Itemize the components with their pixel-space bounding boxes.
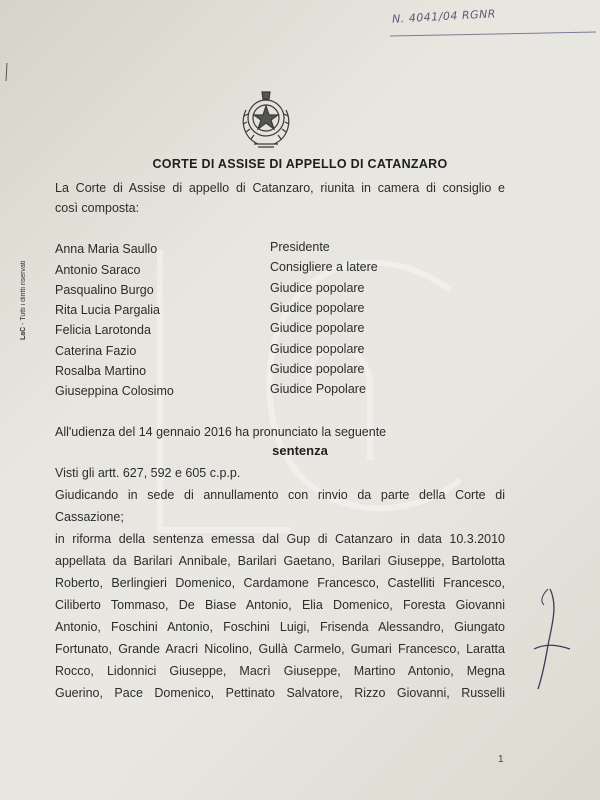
margin-copyright-note bbox=[20, 240, 34, 340]
member-role: Consigliere a latere bbox=[270, 260, 378, 274]
body-line: appellata da Barilari Annibale, Barilari Gaetano, Barilari Giuseppe, Bartolotta bbox=[55, 554, 505, 568]
sentenza-heading: sentenza bbox=[272, 443, 328, 458]
body-line: Ciliberto Tommaso, De Biase Antonio, Elia Domenico, Foresta Giovanni bbox=[55, 598, 505, 612]
member-name: Anna Maria Saullo bbox=[55, 242, 158, 256]
intro-line-1: La Corte di Assise di appello di Catanzaro, riunita in camera di consiglio e bbox=[55, 181, 505, 195]
member-name: Antonio Saraco bbox=[55, 263, 141, 277]
member-role: Giudice popolare bbox=[270, 342, 365, 356]
body-line: Antonio, Foschini Antonio, Foschini Luigi, Frisenda Alessandro, Giungato bbox=[55, 620, 505, 634]
page-number: 1 bbox=[498, 754, 504, 765]
member-role: Presidente bbox=[270, 240, 330, 254]
member-role: Giudice popolare bbox=[270, 281, 365, 295]
body-line: Giudicando in sede di annullamento con rinvio da parte della Corte di bbox=[55, 488, 505, 502]
member-name: Felicia Larotonda bbox=[55, 323, 151, 337]
handwritten-signature bbox=[528, 585, 573, 695]
margin-rights-text: - Tutti i diritti riservati bbox=[20, 260, 27, 327]
body-line: Fortunato, Grande Aracri Nicolino, Gullà Carmelo, Gumari Francesco, Laratta bbox=[55, 642, 505, 656]
margin-tick bbox=[4, 62, 10, 82]
body-line: Cassazione; bbox=[55, 510, 124, 524]
member-role: Giudice popolare bbox=[270, 301, 365, 315]
margin-brand: LaC bbox=[20, 326, 27, 340]
member-name: Pasqualino Burgo bbox=[55, 283, 154, 297]
handwritten-reference: N. 4041/04 RGNR bbox=[391, 7, 497, 26]
visti-line: Visti gli artt. 627, 592 e 605 c.p.p. bbox=[55, 466, 241, 480]
member-name: Caterina Fazio bbox=[55, 344, 137, 358]
court-title: CORTE DI ASSISE DI APPELLO DI CATANZARO bbox=[152, 157, 448, 171]
member-role: Giudice popolare bbox=[270, 321, 365, 335]
italian-republic-emblem-icon bbox=[236, 88, 296, 150]
body-line: Rocco, Lidonnici Giuseppe, Macrì Giuseppe, Martino Antonio, Megna bbox=[55, 664, 505, 678]
intro-line-2: così composta: bbox=[55, 201, 140, 215]
body-line: Roberto, Berlingieri Domenico, Cardamone Francesco, Castelliti Francesco, bbox=[55, 576, 505, 590]
body-line: Guerino, Pace Domenico, Pettinato Salvatore, Rizzo Giovanni, Russelli bbox=[55, 686, 505, 700]
body-line: in riforma della sentenza emessa dal Gup di Catanzaro in data 10.3.2010 bbox=[55, 532, 505, 546]
hearing-line: All'udienza del 14 gennaio 2016 ha pronunciato la seguente bbox=[55, 425, 387, 439]
member-role: Giudice Popolare bbox=[270, 382, 366, 396]
member-name: Rosalba Martino bbox=[55, 364, 147, 378]
member-role: Giudice popolare bbox=[270, 362, 365, 376]
member-name: Giuseppina Colosimo bbox=[55, 384, 174, 398]
member-name: Rita Lucia Pargalia bbox=[55, 303, 160, 317]
